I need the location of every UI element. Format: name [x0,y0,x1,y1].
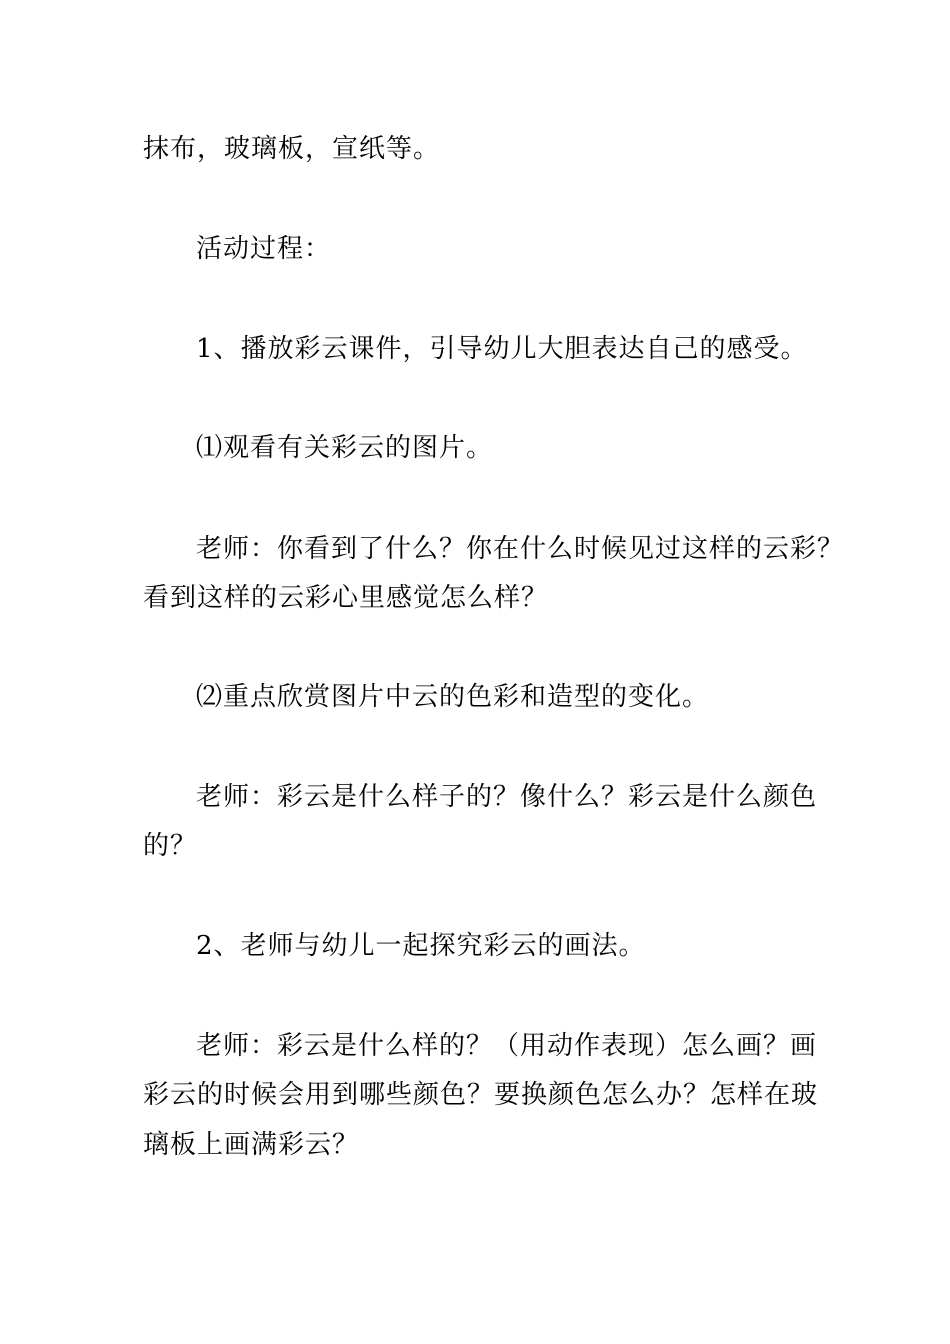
text-line: 看到这样的云彩心里感觉怎么样？ [143,583,549,613]
text-line: 彩云的时候会用到哪些颜色？要换颜色怎么办？怎样在玻 [143,1080,819,1110]
text-line: 老师：彩云是什么样的？（用动作表现）怎么画？画 [196,1031,818,1061]
text-line: 2、老师与幼儿一起探究彩云的画法。 [196,931,646,961]
text-line: 老师：彩云是什么样子的？像什么？彩云是什么颜色 [196,782,818,812]
text-line: 抹布，玻璃板，宣纸等。 [143,134,441,164]
text-line: 的？ [143,831,198,861]
text-line: 1、播放彩云课件，引导幼儿大胆表达自己的感受。 [196,334,808,364]
text-line: 璃板上画满彩云？ [143,1130,360,1160]
text-line: ⑴观看有关彩云的图片。 [196,433,494,463]
text-line: 活动过程： [196,234,332,264]
text-line: 老师：你看到了什么？你在什么时候见过这样的云彩？ [196,534,845,564]
text-line: ⑵重点欣赏图片中云的色彩和造型的变化。 [196,682,710,712]
